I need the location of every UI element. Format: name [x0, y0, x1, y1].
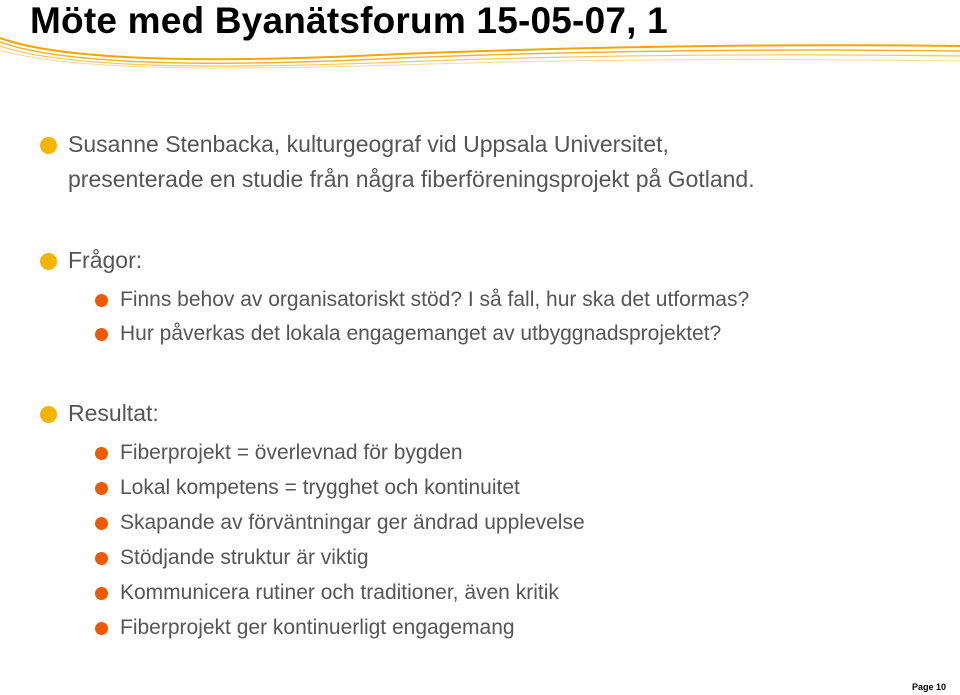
- sub-bullet-dot-icon: [95, 622, 108, 635]
- bullet-dot-icon: [40, 253, 57, 270]
- sub-bullet-dot-icon: [95, 482, 108, 495]
- sub-bullet-item: [95, 541, 369, 575]
- sub-bullet-item: [95, 506, 585, 540]
- sub-bullet-text: Fiberprojekt = överlevnad för bygden: [120, 441, 463, 464]
- sub-bullet-dot-icon: [95, 328, 108, 341]
- sub-bullet-item: [95, 283, 749, 317]
- bullet-heading-text: Resultat:: [68, 400, 159, 426]
- sub-bullet-item: [95, 611, 515, 645]
- bullet-text-line: presenterade en studie från några fiberföreningsprojekt på Gotland.: [68, 166, 755, 192]
- sub-bullet-text: Stödjande struktur är viktig: [120, 546, 369, 569]
- sub-bullet-text: Kommunicera rutiner och traditioner, även kritik: [120, 581, 559, 604]
- bullet-dot-icon: [40, 406, 57, 423]
- sub-bullet-item: [95, 436, 463, 470]
- title-swoosh-decoration: [0, 30, 960, 70]
- sub-bullet-item: [95, 471, 520, 505]
- sub-bullet-dot-icon: [95, 294, 108, 307]
- bullet-intro: [40, 127, 755, 197]
- sub-bullet-item: [95, 576, 559, 610]
- bullet-dot-icon: [40, 137, 57, 154]
- sub-bullet-text: Finns behov av organisatoriskt stöd? I så fall, hur ska det utformas?: [120, 288, 750, 311]
- sub-bullet-dot-icon: [95, 552, 108, 565]
- sub-bullet-text: Hur påverkas det lokala engagemanget av utbyggnadsprojektet?: [120, 322, 722, 345]
- sub-bullet-text: Lokal kompetens = trygghet och kontinuitet: [120, 476, 520, 499]
- sub-bullet-dot-icon: [95, 587, 108, 600]
- page-number: Page 10: [911, 682, 946, 692]
- sub-bullet-text: Skapande av förväntningar ger ändrad upplevelse: [120, 511, 585, 534]
- sub-bullet-dot-icon: [95, 447, 108, 460]
- slide-title: Möte med Byanätsforum 15-05-07, 1: [30, 0, 668, 41]
- bullet-heading-text: Frågor:: [68, 247, 143, 273]
- sub-bullet-text: Fiberprojekt ger kontinuerligt engagemang: [120, 616, 515, 639]
- bullet-resultat-heading: [40, 396, 159, 431]
- bullet-text-line: Susanne Stenbacka, kulturgeograf vid Uppsala Universitet,: [68, 131, 669, 157]
- bullet-fragor-heading: [40, 243, 142, 278]
- sub-bullet-dot-icon: [95, 517, 108, 530]
- sub-bullet-item: [95, 317, 721, 351]
